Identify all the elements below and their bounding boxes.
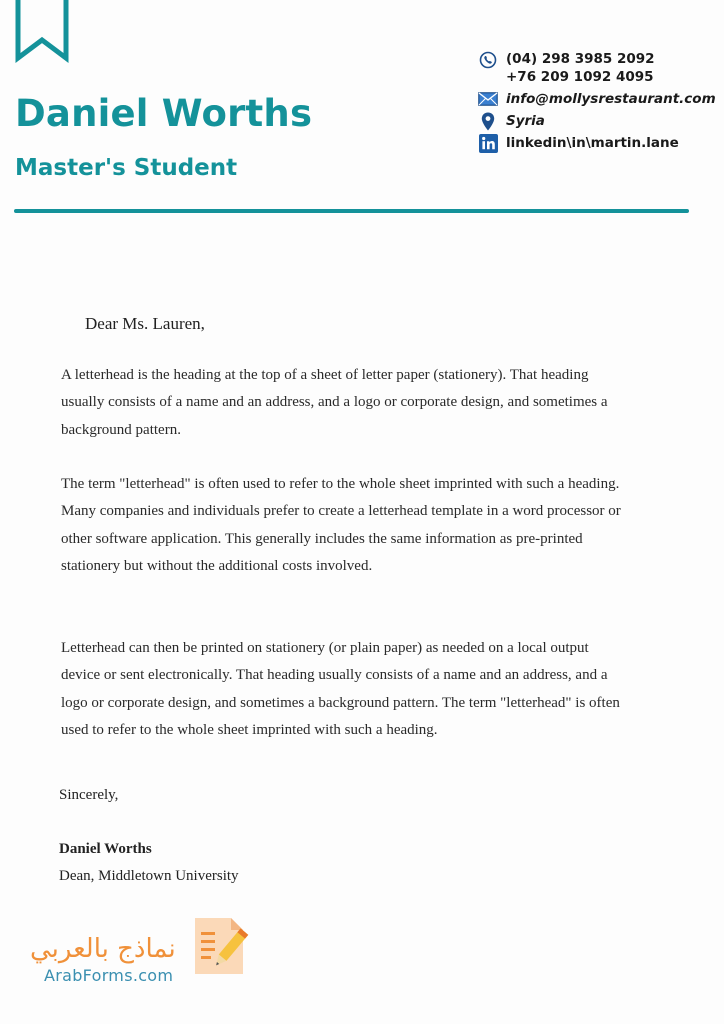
contact-linkedin	[478, 132, 716, 154]
contact-email	[478, 88, 716, 110]
location-text: Syria	[506, 113, 545, 129]
page-title: Daniel Worths	[15, 92, 313, 135]
body-paragraph-1: A letterhead is the heading at the top of a sheet of letter paper (stationery). That heading usually consists of a name and an address, and a logo or corporate design, and sometimes a background pattern.	[61, 367, 608, 438]
logo-english-text: ArabForms.com	[44, 966, 174, 985]
logo-arabic-text: نماذج بالعربي	[30, 934, 176, 964]
header-divider	[14, 209, 689, 213]
phone-number-2[interactable]: +76 209 1092 4095	[506, 69, 654, 85]
email-link[interactable]: info@mollysrestaurant.com	[506, 91, 716, 107]
location-pin-icon	[478, 111, 498, 131]
phone-number-1[interactable]: (04) 298 3985 2092	[506, 51, 655, 67]
phone-icon	[478, 50, 498, 70]
contact-location	[478, 110, 716, 132]
signature-name: Daniel Worths	[59, 841, 152, 857]
salutation: Dear Ms. Lauren,	[85, 314, 205, 333]
contact-block	[478, 50, 716, 154]
linkedin-link[interactable]: linkedin\in\martin.lane	[506, 135, 679, 151]
subtitle-role: Master's Student	[15, 155, 238, 181]
document-pencil-icon	[193, 914, 251, 978]
signature-title: Dean, Middletown University	[59, 868, 239, 884]
linkedin-icon	[478, 133, 498, 153]
closing: Sincerely,	[59, 787, 119, 803]
arabforms-logo	[30, 914, 260, 994]
mail-icon	[478, 89, 498, 109]
body-paragraph-3: Letterhead can then be printed on stationery (or plain paper) as needed on a local output device or sent electronically. That heading usually consists of a name and an address, and a logo or corporate design, and sometimes a background pattern. The term "letterhead" is often used to refer to the whole sheet imprinted with such a heading.	[61, 640, 620, 738]
body-paragraph-2: The term "letterhead" is often used to refer to the whole sheet imprinted with such a heading. Many companies and individuals prefer to create a letterhead template in a word processor or other software application. This generally includes the same information as pre-printed stationery but without the additional costs involved.	[61, 476, 621, 574]
contact-phone	[478, 50, 716, 86]
bookmark-icon	[14, 0, 70, 64]
